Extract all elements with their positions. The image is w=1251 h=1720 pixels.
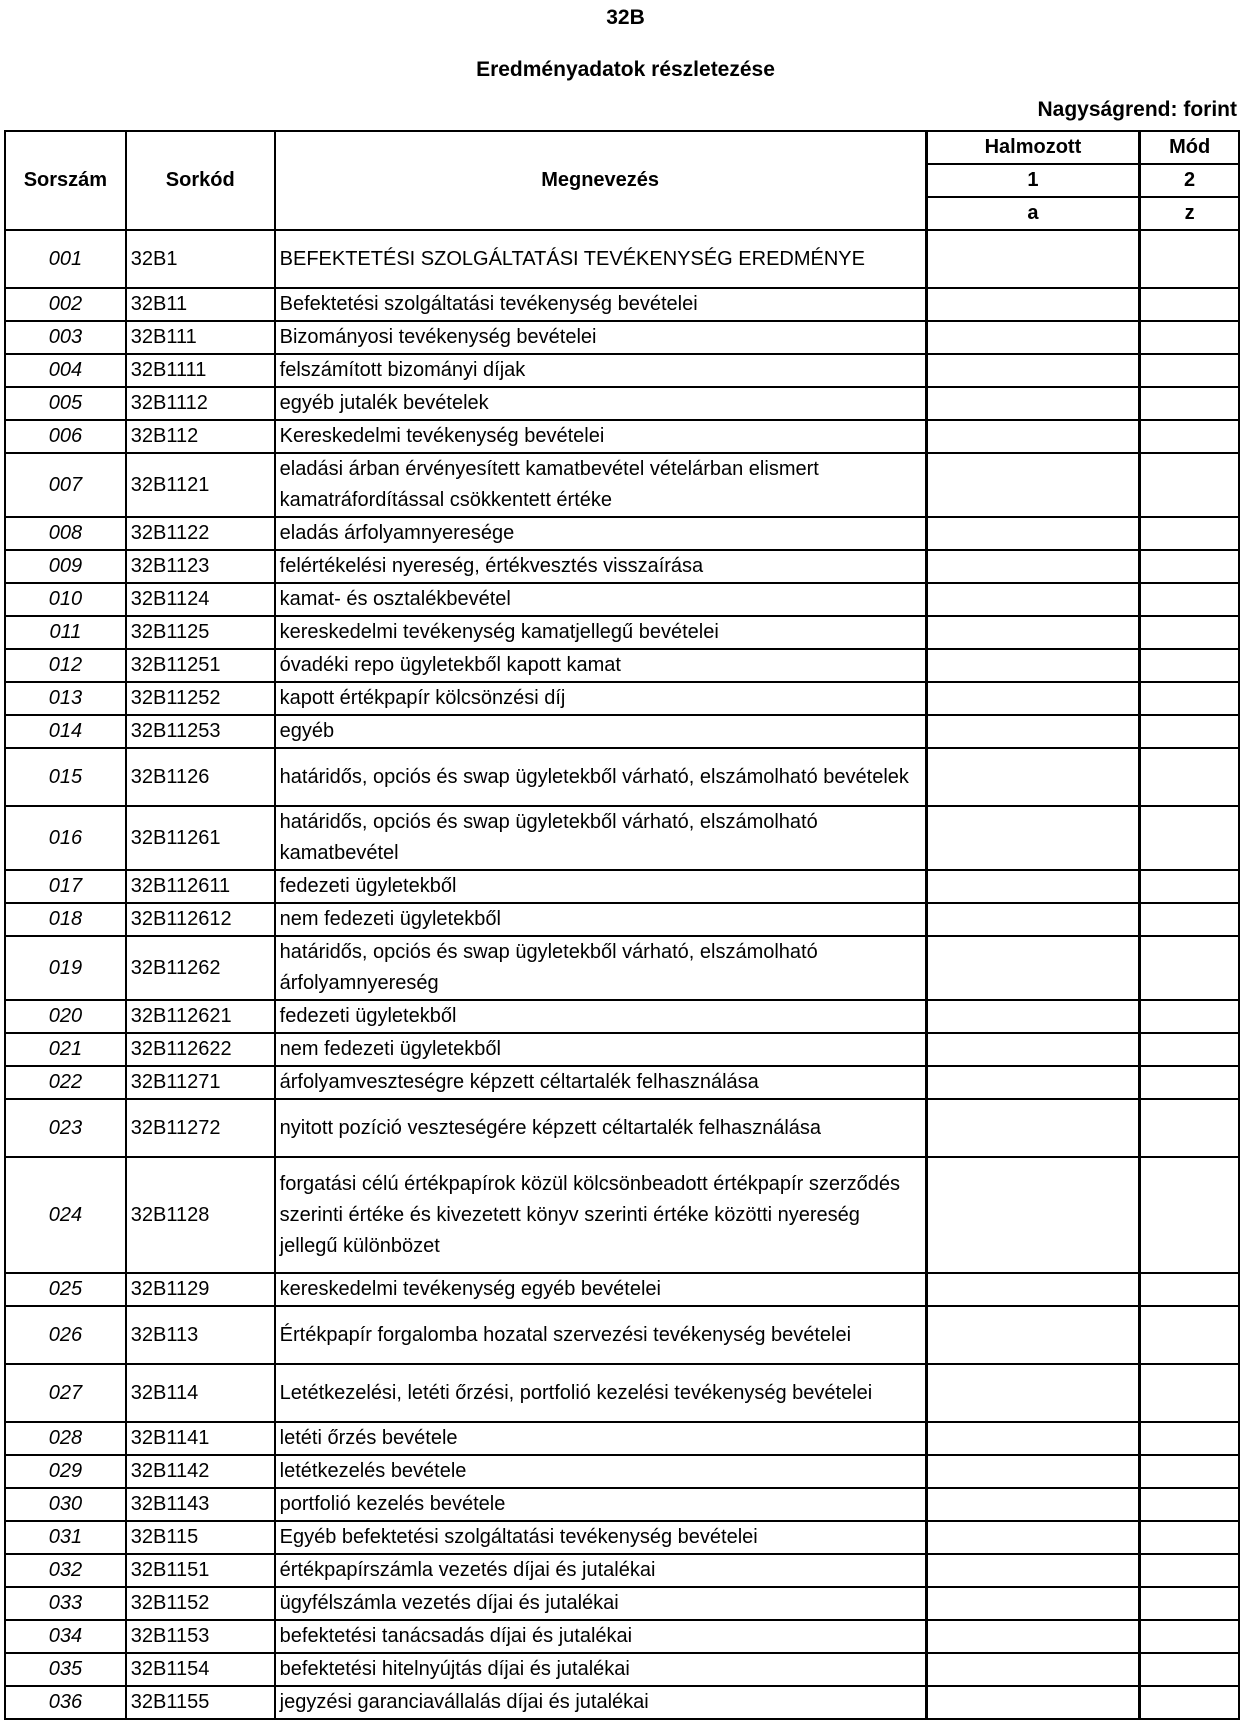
table-row bbox=[5, 1587, 1239, 1620]
row-number: 029 bbox=[5, 1455, 126, 1488]
row-name: Letétkezelési, letéti őrzési, portfolió kezelési tevékenység bevételei bbox=[275, 1364, 927, 1422]
row-number: 021 bbox=[5, 1033, 126, 1066]
row-code: 32B1142 bbox=[126, 1455, 275, 1488]
row-number: 036 bbox=[5, 1686, 126, 1719]
value-cell-halmozott[interactable] bbox=[926, 230, 1140, 288]
row-number: 007 bbox=[5, 453, 126, 517]
table-row bbox=[5, 682, 1239, 715]
row-name: jegyzési garanciavállalás díjai és jutalékai bbox=[275, 1686, 927, 1719]
table-row bbox=[5, 1000, 1239, 1033]
header-col2-number: 2 bbox=[1140, 164, 1239, 197]
value-cell-mod[interactable] bbox=[1140, 1422, 1239, 1455]
row-number: 034 bbox=[5, 1620, 126, 1653]
row-number: 008 bbox=[5, 517, 126, 550]
value-cell-mod[interactable] bbox=[1140, 1306, 1239, 1364]
value-cell-halmozott[interactable] bbox=[926, 1273, 1140, 1306]
row-code: 32B112622 bbox=[126, 1033, 275, 1066]
value-cell-mod[interactable] bbox=[1140, 453, 1239, 517]
row-name: BEFEKTETÉSI SZOLGÁLTATÁSI TEVÉKENYSÉG EREDMÉNYE bbox=[275, 230, 927, 288]
value-cell-mod[interactable] bbox=[1140, 1554, 1239, 1587]
row-number: 019 bbox=[5, 936, 126, 1000]
value-cell-halmozott[interactable] bbox=[926, 321, 1140, 354]
value-cell-halmozott[interactable] bbox=[926, 649, 1140, 682]
row-name: nyitott pozíció veszteségére képzett céltartalék felhasználása bbox=[275, 1099, 927, 1157]
row-name: forgatási célú értékpapírok közül kölcsönbeadott értékpapír szerződés szerinti értéke és kivezetett könyv szerinti értéke közötti nyereség jellegű különbözet bbox=[275, 1157, 927, 1273]
row-number: 016 bbox=[5, 806, 126, 870]
table-row bbox=[5, 1099, 1239, 1157]
value-cell-mod[interactable] bbox=[1140, 748, 1239, 806]
row-number: 022 bbox=[5, 1066, 126, 1099]
row-name: fedezeti ügyletekből bbox=[275, 1000, 927, 1033]
value-cell-halmozott[interactable] bbox=[926, 1099, 1140, 1157]
table-row bbox=[5, 870, 1239, 903]
row-number: 032 bbox=[5, 1554, 126, 1587]
table-row bbox=[5, 230, 1239, 288]
row-name: egyéb jutalék bevételek bbox=[275, 387, 927, 420]
table-row bbox=[5, 903, 1239, 936]
value-cell-mod[interactable] bbox=[1140, 806, 1239, 870]
value-cell-mod[interactable] bbox=[1140, 321, 1239, 354]
table-row bbox=[5, 517, 1239, 550]
value-cell-mod[interactable] bbox=[1140, 1587, 1239, 1620]
row-code: 32B112612 bbox=[126, 903, 275, 936]
row-number: 010 bbox=[5, 583, 126, 616]
table-row bbox=[5, 387, 1239, 420]
row-number: 009 bbox=[5, 550, 126, 583]
row-code: 32B1124 bbox=[126, 583, 275, 616]
row-name: Értékpapír forgalomba hozatal szervezési tevékenység bevételei bbox=[275, 1306, 927, 1364]
row-name: felértékelési nyereség, értékvesztés visszaírása bbox=[275, 550, 927, 583]
row-number: 030 bbox=[5, 1488, 126, 1521]
row-code: 32B11 bbox=[126, 288, 275, 321]
value-cell-halmozott[interactable] bbox=[926, 1157, 1140, 1273]
header-col1-letter: a bbox=[926, 197, 1140, 230]
row-code: 32B1153 bbox=[126, 1620, 275, 1653]
header-sorszam: Sorszám bbox=[5, 131, 126, 230]
value-cell-halmozott[interactable] bbox=[926, 1455, 1140, 1488]
row-number: 006 bbox=[5, 420, 126, 453]
header-col2-letter: z bbox=[1140, 197, 1239, 230]
row-number: 002 bbox=[5, 288, 126, 321]
row-number: 004 bbox=[5, 354, 126, 387]
table-row bbox=[5, 1521, 1239, 1554]
row-name: kereskedelmi tevékenység kamatjellegű bevételei bbox=[275, 616, 927, 649]
value-cell-mod[interactable] bbox=[1140, 870, 1239, 903]
row-name: határidős, opciós és swap ügyletekből várható, elszámolható bevételek bbox=[275, 748, 927, 806]
row-code: 32B112621 bbox=[126, 1000, 275, 1033]
header-megnevezes: Megnevezés bbox=[275, 131, 927, 230]
table-row bbox=[5, 1364, 1239, 1422]
row-number: 033 bbox=[5, 1587, 126, 1620]
row-code: 32B1128 bbox=[126, 1157, 275, 1273]
value-cell-mod[interactable] bbox=[1140, 1033, 1239, 1066]
row-code: 32B11261 bbox=[126, 806, 275, 870]
header-col1-number: 1 bbox=[926, 164, 1140, 197]
value-cell-halmozott[interactable] bbox=[926, 1686, 1140, 1719]
value-cell-mod[interactable] bbox=[1140, 288, 1239, 321]
value-cell-halmozott[interactable] bbox=[926, 748, 1140, 806]
row-code: 32B1112 bbox=[126, 387, 275, 420]
value-cell-halmozott[interactable] bbox=[926, 420, 1140, 453]
row-number: 013 bbox=[5, 682, 126, 715]
value-cell-halmozott[interactable] bbox=[926, 806, 1140, 870]
value-cell-halmozott[interactable] bbox=[926, 715, 1140, 748]
table-row bbox=[5, 1653, 1239, 1686]
row-code: 32B1125 bbox=[126, 616, 275, 649]
table-body bbox=[5, 230, 1239, 1719]
row-code: 32B11253 bbox=[126, 715, 275, 748]
header-halmozott: Halmozott bbox=[926, 131, 1140, 164]
row-number: 025 bbox=[5, 1273, 126, 1306]
row-code: 32B11252 bbox=[126, 682, 275, 715]
table-row bbox=[5, 1273, 1239, 1306]
row-code: 32B1111 bbox=[126, 354, 275, 387]
value-cell-halmozott[interactable] bbox=[926, 453, 1140, 517]
value-cell-halmozott[interactable] bbox=[926, 1066, 1140, 1099]
value-cell-mod[interactable] bbox=[1140, 1066, 1239, 1099]
table-row bbox=[5, 1422, 1239, 1455]
row-code: 32B1122 bbox=[126, 517, 275, 550]
row-name: értékpapírszámla vezetés díjai és jutalékai bbox=[275, 1554, 927, 1587]
row-number: 035 bbox=[5, 1653, 126, 1686]
row-name: letéti őrzés bevétele bbox=[275, 1422, 927, 1455]
row-code: 32B1151 bbox=[126, 1554, 275, 1587]
row-name: nem fedezeti ügyletekből bbox=[275, 1033, 927, 1066]
table-row bbox=[5, 806, 1239, 870]
value-cell-halmozott[interactable] bbox=[926, 1521, 1140, 1554]
value-cell-mod[interactable] bbox=[1140, 517, 1239, 550]
report-table bbox=[4, 130, 1240, 1720]
row-name: nem fedezeti ügyletekből bbox=[275, 903, 927, 936]
value-cell-halmozott[interactable] bbox=[926, 517, 1140, 550]
table-row bbox=[5, 1620, 1239, 1653]
value-cell-halmozott[interactable] bbox=[926, 1554, 1140, 1587]
row-name: eladás árfolyamnyeresége bbox=[275, 517, 927, 550]
value-cell-mod[interactable] bbox=[1140, 230, 1239, 288]
row-number: 015 bbox=[5, 748, 126, 806]
row-code: 32B1121 bbox=[126, 453, 275, 517]
row-number: 026 bbox=[5, 1306, 126, 1364]
value-cell-mod[interactable] bbox=[1140, 649, 1239, 682]
row-code: 32B111 bbox=[126, 321, 275, 354]
row-code: 32B115 bbox=[126, 1521, 275, 1554]
row-number: 028 bbox=[5, 1422, 126, 1455]
table-row bbox=[5, 1066, 1239, 1099]
row-name: egyéb bbox=[275, 715, 927, 748]
row-number: 020 bbox=[5, 1000, 126, 1033]
value-cell-halmozott[interactable] bbox=[926, 1364, 1140, 1422]
row-name: ügyfélszámla vezetés díjai és jutalékai bbox=[275, 1587, 927, 1620]
table-row bbox=[5, 420, 1239, 453]
value-cell-mod[interactable] bbox=[1140, 1686, 1239, 1719]
table-row bbox=[5, 748, 1239, 806]
value-cell-mod[interactable] bbox=[1140, 583, 1239, 616]
header-sorkod: Sorkód bbox=[126, 131, 275, 230]
row-name: fedezeti ügyletekből bbox=[275, 870, 927, 903]
value-cell-mod[interactable] bbox=[1140, 1099, 1239, 1157]
row-code: 32B112 bbox=[126, 420, 275, 453]
value-cell-halmozott[interactable] bbox=[926, 583, 1140, 616]
row-code: 32B113 bbox=[126, 1306, 275, 1364]
row-number: 023 bbox=[5, 1099, 126, 1157]
row-code: 32B112611 bbox=[126, 870, 275, 903]
row-name: Bizományosi tevékenység bevételei bbox=[275, 321, 927, 354]
value-cell-mod[interactable] bbox=[1140, 936, 1239, 1000]
row-name: határidős, opciós és swap ügyletekből várható, elszámolható kamatbevétel bbox=[275, 806, 927, 870]
value-cell-mod[interactable] bbox=[1140, 420, 1239, 453]
table-row bbox=[5, 1554, 1239, 1587]
row-name: kapott értékpapír kölcsönzési díj bbox=[275, 682, 927, 715]
row-name: befektetési tanácsadás díjai és jutalékai bbox=[275, 1620, 927, 1653]
value-cell-mod[interactable] bbox=[1140, 1000, 1239, 1033]
value-cell-mod[interactable] bbox=[1140, 903, 1239, 936]
table-row bbox=[5, 715, 1239, 748]
row-name: óvadéki repo ügyletekből kapott kamat bbox=[275, 649, 927, 682]
row-number: 027 bbox=[5, 1364, 126, 1422]
row-code: 32B1154 bbox=[126, 1653, 275, 1686]
value-cell-mod[interactable] bbox=[1140, 682, 1239, 715]
row-number: 003 bbox=[5, 321, 126, 354]
value-cell-mod[interactable] bbox=[1140, 550, 1239, 583]
row-number: 011 bbox=[5, 616, 126, 649]
row-name: felszámított bizományi díjak bbox=[275, 354, 927, 387]
value-cell-halmozott[interactable] bbox=[926, 1653, 1140, 1686]
table-row bbox=[5, 321, 1239, 354]
row-name: Egyéb befektetési szolgáltatási tevékenység bevételei bbox=[275, 1521, 927, 1554]
row-code: 32B1141 bbox=[126, 1422, 275, 1455]
value-cell-mod[interactable] bbox=[1140, 354, 1239, 387]
value-cell-halmozott[interactable] bbox=[926, 936, 1140, 1000]
table-row bbox=[5, 583, 1239, 616]
table-code: 32B bbox=[606, 6, 645, 29]
value-cell-halmozott[interactable] bbox=[926, 1488, 1140, 1521]
value-cell-mod[interactable] bbox=[1140, 715, 1239, 748]
row-code: 32B1155 bbox=[126, 1686, 275, 1719]
row-number: 024 bbox=[5, 1157, 126, 1273]
table-row bbox=[5, 936, 1239, 1000]
row-code: 32B11272 bbox=[126, 1099, 275, 1157]
value-cell-halmozott[interactable] bbox=[926, 387, 1140, 420]
value-cell-halmozott[interactable] bbox=[926, 1000, 1140, 1033]
row-number: 018 bbox=[5, 903, 126, 936]
row-code: 32B1126 bbox=[126, 748, 275, 806]
row-name: kamat- és osztalékbevétel bbox=[275, 583, 927, 616]
value-cell-halmozott[interactable] bbox=[926, 1587, 1140, 1620]
value-cell-halmozott[interactable] bbox=[926, 550, 1140, 583]
value-cell-mod[interactable] bbox=[1140, 616, 1239, 649]
row-code: 32B11271 bbox=[126, 1066, 275, 1099]
value-cell-mod[interactable] bbox=[1140, 1653, 1239, 1686]
value-cell-halmozott[interactable] bbox=[926, 682, 1140, 715]
row-number: 005 bbox=[5, 387, 126, 420]
row-name: határidős, opciós és swap ügyletekből várható, elszámolható árfolyamnyereség bbox=[275, 936, 927, 1000]
table-row bbox=[5, 1033, 1239, 1066]
value-cell-halmozott[interactable] bbox=[926, 616, 1140, 649]
table-row bbox=[5, 649, 1239, 682]
row-code: 32B1129 bbox=[126, 1273, 275, 1306]
row-number: 012 bbox=[5, 649, 126, 682]
value-cell-halmozott[interactable] bbox=[926, 1620, 1140, 1653]
row-number: 017 bbox=[5, 870, 126, 903]
row-number: 001 bbox=[5, 230, 126, 288]
table-row bbox=[5, 354, 1239, 387]
value-cell-mod[interactable] bbox=[1140, 1157, 1239, 1273]
row-code: 32B1152 bbox=[126, 1587, 275, 1620]
value-cell-halmozott[interactable] bbox=[926, 354, 1140, 387]
table-row bbox=[5, 1488, 1239, 1521]
table-row bbox=[5, 1157, 1239, 1273]
value-cell-halmozott[interactable] bbox=[926, 1422, 1140, 1455]
value-cell-halmozott[interactable] bbox=[926, 1033, 1140, 1066]
row-name: eladási árban érvényesített kamatbevétel vételárban elismert kamatráfordítással csökkentett értéke bbox=[275, 453, 927, 517]
value-cell-halmozott[interactable] bbox=[926, 903, 1140, 936]
row-name: Befektetési szolgáltatási tevékenység bevételei bbox=[275, 288, 927, 321]
row-code: 32B11262 bbox=[126, 936, 275, 1000]
value-cell-mod[interactable] bbox=[1140, 1620, 1239, 1653]
row-name: portfolió kezelés bevétele bbox=[275, 1488, 927, 1521]
value-cell-mod[interactable] bbox=[1140, 1521, 1239, 1554]
table-row bbox=[5, 288, 1239, 321]
row-code: 32B114 bbox=[126, 1364, 275, 1422]
table-row bbox=[5, 453, 1239, 517]
value-cell-mod[interactable] bbox=[1140, 1364, 1239, 1422]
row-name: kereskedelmi tevékenység egyéb bevételei bbox=[275, 1273, 927, 1306]
value-cell-mod[interactable] bbox=[1140, 1488, 1239, 1521]
value-cell-mod[interactable] bbox=[1140, 387, 1239, 420]
row-name: letétkezelés bevétele bbox=[275, 1455, 927, 1488]
value-cell-mod[interactable] bbox=[1140, 1273, 1239, 1306]
table-row bbox=[5, 550, 1239, 583]
value-cell-halmozott[interactable] bbox=[926, 288, 1140, 321]
unit-label: Nagyságrend: forint bbox=[1037, 98, 1237, 121]
table-row bbox=[5, 616, 1239, 649]
row-code: 32B11251 bbox=[126, 649, 275, 682]
value-cell-halmozott[interactable] bbox=[926, 870, 1140, 903]
row-code: 32B1143 bbox=[126, 1488, 275, 1521]
row-number: 031 bbox=[5, 1521, 126, 1554]
row-code: 32B1 bbox=[126, 230, 275, 288]
page-title: Eredményadatok részletezése bbox=[476, 58, 775, 81]
row-code: 32B1123 bbox=[126, 550, 275, 583]
row-number: 014 bbox=[5, 715, 126, 748]
header-mod: Mód bbox=[1140, 131, 1239, 164]
value-cell-mod[interactable] bbox=[1140, 1455, 1239, 1488]
table-row bbox=[5, 1306, 1239, 1364]
row-name: Kereskedelmi tevékenység bevételei bbox=[275, 420, 927, 453]
value-cell-halmozott[interactable] bbox=[926, 1306, 1140, 1364]
table-row bbox=[5, 1455, 1239, 1488]
row-name: befektetési hitelnyújtás díjai és jutalékai bbox=[275, 1653, 927, 1686]
row-name: árfolyamveszteségre képzett céltartalék felhasználása bbox=[275, 1066, 927, 1099]
table-row bbox=[5, 1686, 1239, 1719]
